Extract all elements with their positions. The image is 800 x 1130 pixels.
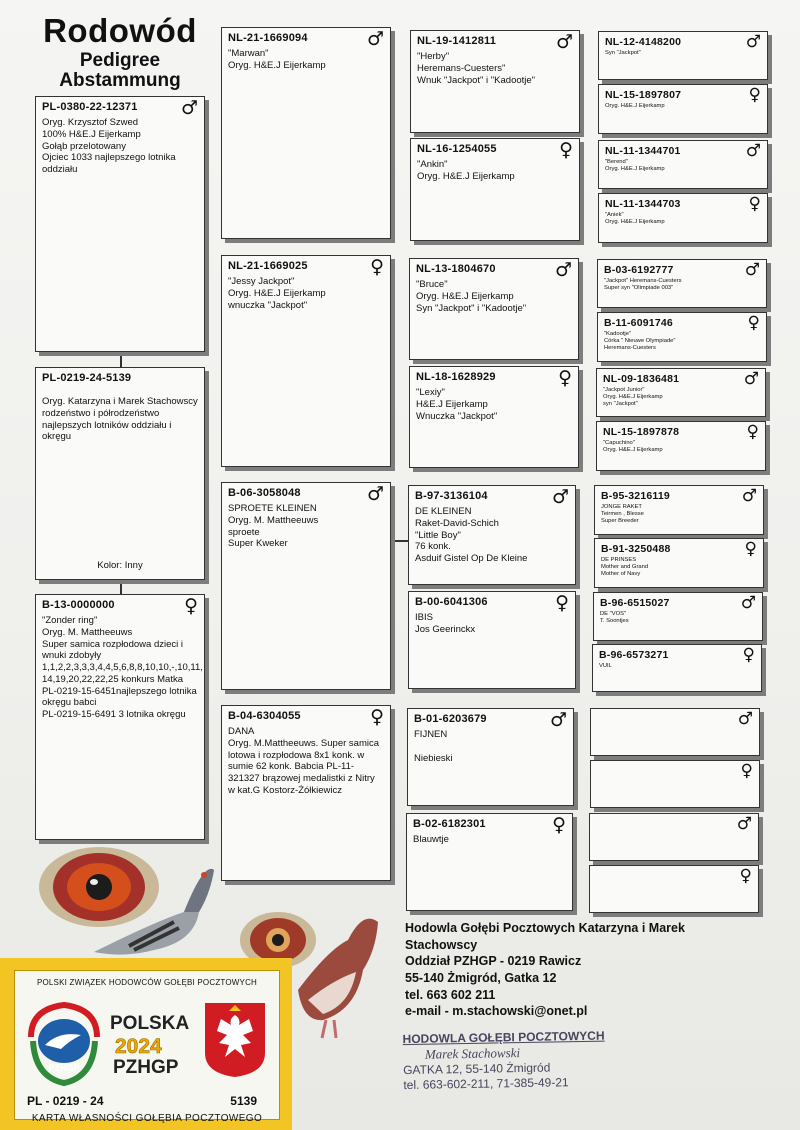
male-icon: ♂ xyxy=(549,709,567,731)
stamp-line: tel. 663-602-211, 71-385-49-21 xyxy=(403,1075,569,1093)
bird-description: JONGE RAKET Teirmen , Blesse Super Breeder xyxy=(601,504,644,524)
male-icon: ♂ xyxy=(736,814,752,834)
female-icon: ♀ xyxy=(552,814,566,836)
female-icon: ♀ xyxy=(747,313,760,333)
bird-description: "Herby" Heremans-Cuesters" Wnuk "Jackpot" i "Kadootje" xyxy=(417,51,536,86)
gen3-box-4 xyxy=(409,366,579,468)
bird-description: SPROETE KLEINEN Oryg. M. Mattheeuws sproete Super Kweker xyxy=(228,503,319,550)
bird-description: "Lexiy" H&E.J Eijerkamp Wnuczka "Jackpot" xyxy=(416,387,498,422)
title-rodowod: Rodowód xyxy=(43,12,197,49)
female-icon: ♀ xyxy=(184,595,198,617)
gen3-box-8 xyxy=(406,813,573,911)
male-icon: ♂ xyxy=(744,260,760,280)
ring-number: B-95-3216119 xyxy=(601,490,670,502)
ring-number: NL-13-1804670 xyxy=(416,263,496,275)
ring-number: B-06-3058048 xyxy=(228,487,301,499)
gen2-box-1 xyxy=(221,27,391,239)
stamp-signature: Marek Stachowski xyxy=(424,1045,521,1062)
bird-description: "Jessy Jackpot" Oryg. H&E.J Eijerkamp wnuczka "Jackpot" xyxy=(228,276,326,311)
page-title xyxy=(30,14,210,90)
bird-description: DE "VOS" T. Soontjes xyxy=(600,611,629,624)
bird-description: "Bruce" Oryg. H&E.J Eijerkamp Syn "Jackpot" i "Kadootje" xyxy=(416,279,527,314)
female-icon: ♀ xyxy=(740,761,753,781)
pigeon-eye-illustration xyxy=(34,842,224,964)
title-pedigree: Pedigree xyxy=(79,50,161,71)
stamp-line: HODOWLA GOŁĘBI POCZTOWYCH xyxy=(402,1028,605,1047)
gen3-box-3 xyxy=(409,258,579,360)
gen4-box-9 xyxy=(594,485,764,535)
male-icon: ♂ xyxy=(180,97,198,119)
pzhgp-logo-icon xyxy=(25,997,103,1087)
ring-number: B-91-3250488 xyxy=(601,543,671,555)
gen2-box-3 xyxy=(221,482,391,690)
card-ring-prefix: PL - 0219 - 24 xyxy=(27,1094,104,1108)
gen3-box-2 xyxy=(410,138,580,241)
ownership-card xyxy=(0,958,292,1130)
ring-number: B-04-6304055 xyxy=(228,710,301,722)
bird-description: Blauwtje xyxy=(413,834,449,845)
female-icon: ♀ xyxy=(748,85,761,105)
female-icon: ♀ xyxy=(746,422,759,442)
ring-number: B-97-3136104 xyxy=(415,490,488,502)
breeder-info xyxy=(405,920,795,1020)
ring-number: NL-15-1897878 xyxy=(603,426,680,438)
female-icon: ♀ xyxy=(744,539,757,559)
female-icon: ♀ xyxy=(559,139,573,161)
color-label: Kolor: Inny xyxy=(97,560,143,571)
ring-number: PL-0380-22-12371 xyxy=(42,101,138,113)
ring-number: B-96-6573271 xyxy=(599,649,669,661)
gen4-box-2 xyxy=(598,84,768,134)
stamp-line: GATKA 12, 55-140 Żmigród xyxy=(403,1060,551,1078)
ring-number: B-96-6515027 xyxy=(600,597,670,609)
male-icon: ♂ xyxy=(551,486,569,508)
gen4-box-5 xyxy=(597,259,767,308)
card-footer: KARTA WŁASNOŚCI GOŁĘBIA POCZTOWEGO xyxy=(31,1113,263,1124)
ring-number: B-02-6182301 xyxy=(413,818,486,830)
card-header: POLSKI ZWIĄZEK HODOWCÓW GOŁĘBI POCZTOWYCH xyxy=(36,978,258,987)
bird-description: DE KLEINEN Raket-David-Schich "Little Boy" 76 konk. Asduif Gistel Op De Kleine xyxy=(415,506,528,565)
bird-description: "Berend" Oryg. H&E.J Eijerkamp xyxy=(605,159,665,172)
gen4-box-10 xyxy=(594,538,764,588)
gen4-box-16 xyxy=(589,865,759,913)
gen2-box-4 xyxy=(221,705,391,881)
male-icon: ♂ xyxy=(741,486,757,506)
breeder-email: e-mail - m.stachowski@onet.pl xyxy=(405,1004,588,1019)
breeder-line: Stachowscy xyxy=(405,937,478,952)
bird-description: "Marwan" Oryg. H&E.J Eijerkamp xyxy=(228,48,326,71)
gen4-box-12 xyxy=(592,644,762,692)
bird-description: Oryg. H&E.J Eijerkamp xyxy=(605,103,665,109)
gen2-box-2 xyxy=(221,255,391,467)
bird-description: "Ankin" Oryg. H&E.J Eijerkamp xyxy=(417,159,515,182)
breeder-branch: Oddział PZHGP - 0219 Rawicz xyxy=(405,954,582,969)
gen4-box-8 xyxy=(596,421,766,471)
female-icon: ♀ xyxy=(555,592,569,614)
breeder-stamp xyxy=(402,1028,643,1093)
breeder-line: Hodowla Gołębi Pocztowych Katarzyna i Marek xyxy=(405,921,685,935)
male-icon: ♂ xyxy=(737,709,753,729)
male-icon: ♂ xyxy=(743,369,759,389)
female-icon: ♀ xyxy=(748,194,761,214)
card-org: PZHGP xyxy=(113,1057,179,1078)
bird-description: "Aniek" Oryg. H&E.J Eijerkamp xyxy=(605,212,665,225)
gen3-box-1 xyxy=(410,30,580,133)
ring-number: NL-16-1254055 xyxy=(417,143,497,155)
male-icon: ♂ xyxy=(554,259,572,281)
male-icon: ♂ xyxy=(366,28,384,50)
bird-description: Oryg. Katarzyna i Marek Stachowscy rodzeństwo i półrodzeństwo najlepszych lotników oddziału i okręgu xyxy=(42,396,198,443)
female-icon: ♀ xyxy=(370,256,384,278)
ring-number: NL-11-1344701 xyxy=(605,145,681,157)
ring-number: NL-18-1628929 xyxy=(416,371,496,383)
male-icon: ♂ xyxy=(740,593,756,613)
ring-number: B-11-6091746 xyxy=(604,317,673,329)
bird-description: "Zonder ring" Oryg. M. Mattheeuws Super samica rozpłodowa dzieci i wnuki zdobyły 1,1,2,2,3,3,3,4,4,5,6,8,8,10,10,-,10,11, 14,19,20,22,22,25 konkurs Matka PL-0219-15-6451najlepszego lotnika okręgu babci PL-0219-15-6491 3 lotnika okręgu xyxy=(42,615,203,721)
ring-number: B-03-6192777 xyxy=(604,264,674,276)
gen4-box-15 xyxy=(589,813,759,861)
bird-description: "Capuchino" Oryg. H&E.J Eijerkamp xyxy=(603,440,663,453)
ring-number: NL-15-1897807 xyxy=(605,89,682,101)
bird-description: IBIS Jos Geerinckx xyxy=(415,612,476,635)
female-icon: ♀ xyxy=(558,367,572,389)
bird-description: DE PRINSES Mother and Grand Mother of Navy xyxy=(601,557,649,577)
female-icon: ♀ xyxy=(742,645,755,665)
connector-line xyxy=(120,580,122,594)
bird-description: Syn "Jackpot" xyxy=(605,50,641,56)
bird-description: DANA Oryg. M.Mattheeuws. Super samica lotowa i rozpłodowa 8x1 konk. w sumie 62 konk. Babcia PL-11-321327 brązowej medalistki z Nitry w kat.G Kostorz-Żółkiewicz xyxy=(228,726,379,796)
pedigree-subject-box xyxy=(35,96,205,352)
gen4-box-3 xyxy=(598,140,768,189)
ring-number: B-01-6203679 xyxy=(414,713,487,725)
bird-description: "Kadootje" Córka " Nieuwe Olympiade" Heremans-Cuesters xyxy=(604,331,676,351)
gen4-box-1 xyxy=(598,31,768,80)
connector-line xyxy=(120,352,122,368)
bird-description: VUIL xyxy=(599,663,612,669)
male-icon: ♂ xyxy=(745,32,761,52)
gen4-box-13 xyxy=(590,708,760,756)
title-abstammung: Abstammung xyxy=(59,70,181,91)
breeder-address: 55-140 Żmigród, Gatka 12 xyxy=(405,970,557,985)
gen3-box-7 xyxy=(407,708,574,806)
bird-description: "Jackpot" Heremans-Cuesters Super syn "Olimpiade 003" xyxy=(604,278,682,291)
gen3-box-5 xyxy=(408,485,576,585)
card-country: POLSKA xyxy=(110,1013,190,1034)
bird-description: "Jackpot Junior" Oryg. H&E.J Eijerkamp syn "Jackpot" xyxy=(603,387,663,407)
ring-number: NL-21-1669025 xyxy=(228,260,308,272)
gen4-box-11 xyxy=(593,592,763,641)
gen4-box-14 xyxy=(590,760,760,808)
ownership-card-inner xyxy=(14,970,280,1124)
gen4-box-4 xyxy=(598,193,768,243)
pedigree-sibling-box xyxy=(35,367,205,580)
ring-number: NL-11-1344703 xyxy=(605,198,681,210)
gen4-box-7 xyxy=(596,368,766,417)
ring-number: PL-0219-24-5139 xyxy=(42,372,132,384)
ring-number: NL-21-1669094 xyxy=(228,32,308,44)
gen4-box-6 xyxy=(597,312,767,362)
polish-eagle-emblem-icon xyxy=(203,1001,267,1079)
ring-number: NL-12-4148200 xyxy=(605,36,682,48)
ring-number: B-13-0000000 xyxy=(42,599,115,611)
gen3-box-6 xyxy=(408,591,576,689)
logo-text: PZHGP xyxy=(48,1063,80,1073)
bird-description: FIJNEN Niebieski xyxy=(414,729,453,764)
ring-number: B-00-6041306 xyxy=(415,596,488,608)
male-icon: ♂ xyxy=(366,483,384,505)
ring-number: NL-19-1412811 xyxy=(417,35,497,47)
male-icon: ♂ xyxy=(555,31,573,53)
male-icon: ♂ xyxy=(745,141,761,161)
card-ring-number: 5139 xyxy=(230,1094,257,1108)
ring-number: NL-09-1836481 xyxy=(603,373,680,385)
breeder-phone: tel. 663 602 211 xyxy=(405,987,496,1002)
pedigree-dam-box xyxy=(35,594,205,840)
card-year: 2024 xyxy=(115,1035,162,1058)
bird-description: Oryg. Krzysztof Szwed 100% H&E.J Eijerkamp Gołąb przelotowany Ojciec 1033 najlepszego lotnika oddziału xyxy=(42,117,176,176)
female-icon: ♀ xyxy=(370,706,384,728)
connector-line xyxy=(390,540,408,542)
female-icon: ♀ xyxy=(739,866,752,886)
